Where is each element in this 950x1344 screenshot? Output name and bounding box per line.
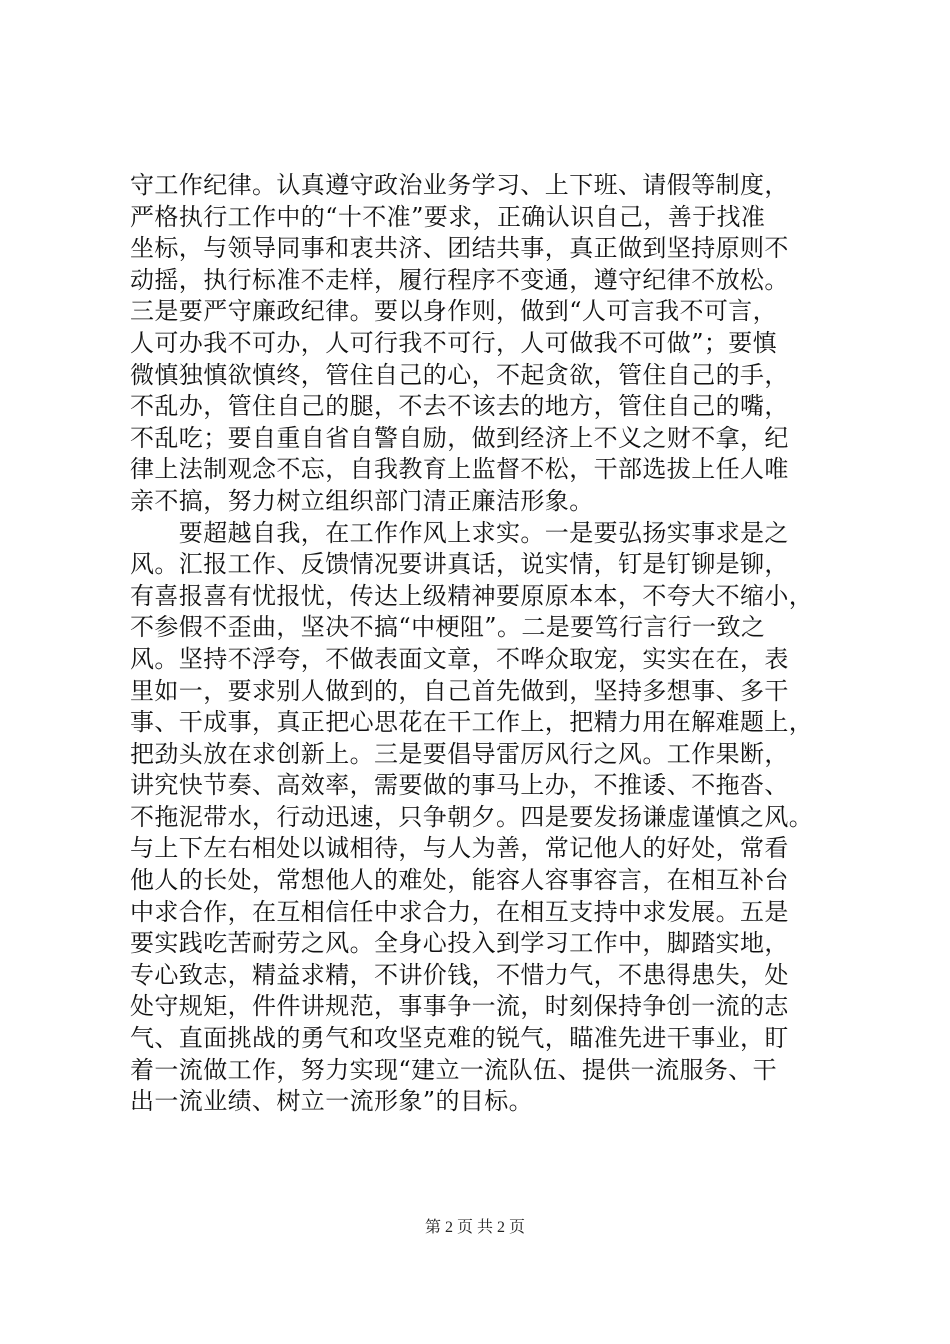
text-line: 微慎独慎欲慎终，管住自己的心，不起贪欲，管住自己的手，	[130, 360, 789, 389]
text-line: 亲不搞，努力树立组织部门清正廉洁形象。	[130, 486, 594, 515]
text-line: 专心致志，精益求精，不讲价钱，不惜力气，不患得患失，处	[130, 960, 789, 989]
text-line: 严格执行工作中的“十不准”要求，正确认识自己，善于找准	[130, 202, 766, 231]
text-line: 把劲头放在求创新上。三是要倡导雷厉风行之风。工作果断，	[130, 739, 789, 768]
text-line: 守工作纪律。认真遵守政治业务学习、上下班、请假等制度，	[130, 171, 789, 199]
text-line: 要超越自我，在工作作风上求实。一是要弘扬实事求是之	[130, 518, 789, 547]
body-text	[130, 170, 830, 1118]
text-line: 气、直面挑战的勇气和攻坚克难的锐气，瞄准先进干事业，盯	[130, 1024, 789, 1053]
text-line: 讲究快节奏、高效率，需要做的事马上办，不推诿、不拖沓、	[130, 771, 789, 800]
text-line: 风。坚持不浮夸，不做表面文章，不哗众取宠，实实在在，表	[130, 644, 789, 673]
text-line: 有喜报喜有忧报忧，传达上级精神要原原本本，不夸大不缩小，	[130, 581, 814, 610]
text-line: 坐标，与领导同事和衷共济、团结共事，真正做到坚持原则不	[130, 234, 789, 263]
text-line: 不乱办，管住自己的腿，不去不该去的地方，管住自己的嘴，	[130, 392, 789, 421]
text-line: 中求合作，在互相信任中求合力，在相互支持中求发展。五是	[130, 897, 789, 926]
text-line: 与上下左右相处以诚相待，与人为善，常记他人的好处，常看	[130, 834, 789, 863]
text-line: 要实践吃苦耐劳之风。全身心投入到学习工作中，脚踏实地，	[130, 929, 789, 958]
text-line: 律上法制观念不忘，自我教育上监督不松，干部选拔上任人唯	[130, 455, 789, 484]
text-line: 他人的长处，常想他人的难处，能容人容事容言，在相互补台	[130, 866, 789, 895]
text-line: 不参假不歪曲，坚决不搞“中梗阻”。二是要笃行言行一致之	[130, 613, 766, 642]
text-line: 事、干成事，真正把心思花在干工作上，把精力用在解难题上，	[130, 708, 814, 737]
text-line: 出一流业绩、树立一流形象”的目标。	[130, 1087, 534, 1116]
text-line: 动摇，执行标准不走样，履行程序不变通，遵守纪律不放松。	[130, 265, 789, 294]
text-line: 着一流做工作，努力实现“建立一流队伍、提供一流服务、干	[130, 1055, 778, 1084]
text-line: 人可办我不可办，人可行我不可行，人可做我不可做”；要慎	[130, 328, 778, 357]
text-line: 风。汇报工作、反馈情况要讲真话，说实情，钉是钉铆是铆，	[130, 550, 789, 579]
page-footer: 第 2 页 共 2 页	[424, 1219, 525, 1236]
text-line: 不拖泥带水，行动迅速，只争朝夕。四是要发扬谦虚谨慎之风。	[130, 802, 814, 831]
text-line: 里如一，要求别人做到的，自己首先做到，坚持多想事、多干	[130, 676, 789, 705]
text-line: 处守规矩，件件讲规范，事事争一流，时刻保持争创一流的志	[130, 992, 789, 1021]
text-line: 三是要严守廉政纪律。要以身作则，做到“人可言我不可言，	[130, 297, 778, 326]
text-line: 不乱吃；要自重自省自警自励，做到经济上不义之财不拿，纪	[130, 423, 789, 452]
